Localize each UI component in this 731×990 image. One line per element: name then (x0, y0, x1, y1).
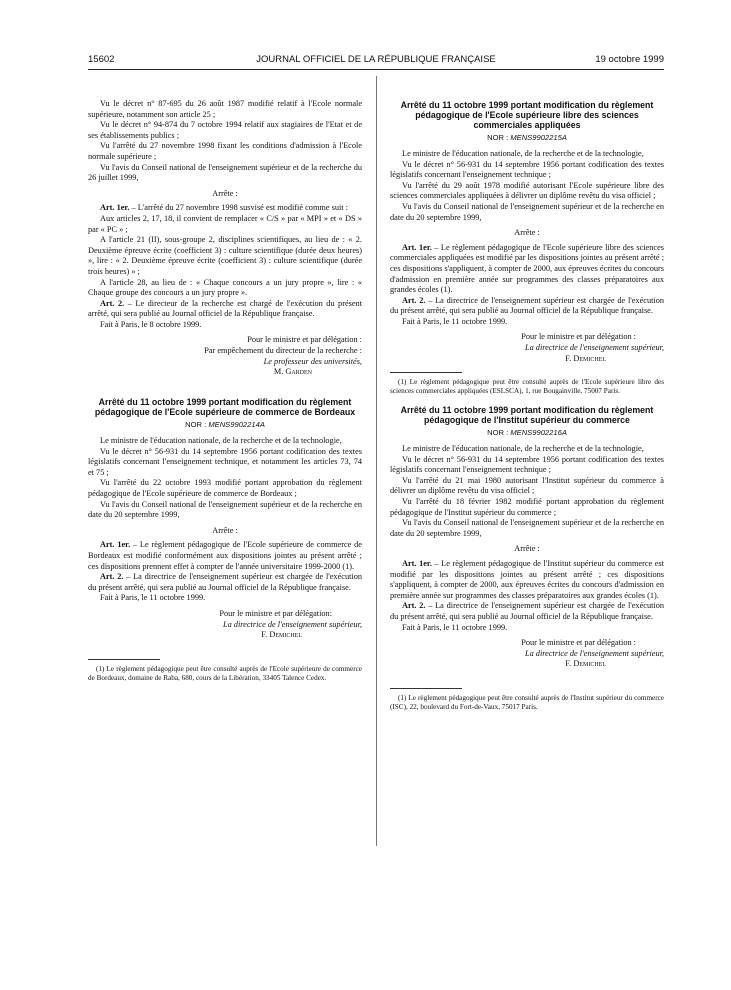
nor-reference (88, 420, 362, 431)
signatory-name: F. Demichel (261, 630, 302, 640)
right-column (390, 101, 664, 712)
signature-line: Pour le ministre et par délégation : (521, 638, 636, 648)
left-column (88, 99, 362, 682)
article-text: – L'arrêté du 27 novembre 1998 susvisé est modifié comme suit : (129, 203, 348, 213)
article-text: – Le règlement pédagogique de l'Ecole supérieure de commerce de Bordeaux est modifié conformément aux dispositions jointes au présent arrêté ; ces dispositions prennent effet à compter de l'année universitaire 1999-2000 (1). (88, 540, 362, 571)
page-number: 15602 (88, 54, 115, 65)
article-list-item: A l'article 28, au lieu de : « Chaque concours a un jury propre », lire : « Chaque groupe des concours a un jury propre ». (88, 277, 362, 298)
article-paragraph (390, 601, 664, 622)
article-label: Art. 1er. (402, 558, 432, 568)
article-label: Art. 2. (100, 572, 124, 582)
arrete-heading: Arrête : (514, 228, 540, 238)
nor-label: NOR : (487, 428, 511, 438)
visa-paragraph: Vu l'arrêté du 29 août 1978 modifié autorisant l'Ecole supérieure libre des sciences commerciales appliquées à délivrer un diplôme revêtu du visa officiel ; (390, 180, 664, 201)
arrete-heading: Arrête : (212, 188, 238, 198)
signature-title: La directrice de l'enseignement supérieur, (524, 343, 664, 353)
signature-title: La directrice de l'enseignement supérieur, (222, 619, 362, 629)
header-rule (88, 69, 664, 70)
article-label: Art. 1er. (100, 203, 130, 213)
visa-paragraph: Vu l'arrêté du 21 mai 1980 autorisant l'Institut supérieur du commerce à délivrer un diplôme revêtu du visa officiel ; (390, 475, 664, 496)
article-text: – La directrice de l'enseignement supérieur est chargée de l'exécution du présent arrêté, qui sera publié au Journal officiel de la République française. (390, 601, 664, 621)
arrete-heading: Arrête : (514, 544, 540, 554)
footnote-rule (390, 688, 462, 689)
visa-paragraph: Vu le décret n° 94-874 du 7 octobre 1994 relatif aux stagiaires de l'Etat et de ses établissements publics ; (88, 120, 362, 140)
journal-title: JOURNAL OFFICIEL DE LA RÉPUBLIQUE FRANÇAISE (256, 54, 496, 65)
done-at-line: Fait à Paris, le 11 octobre 1999. (100, 593, 206, 603)
issue-date: 19 octobre 1999 (595, 54, 664, 65)
article-text: – La directrice de l'enseignement supérieur est chargée de l'exécution du présent arrêté, qui sera publié au Journal officiel de la République française. (390, 295, 664, 316)
signatory-name: F. Demichel (565, 659, 606, 669)
nor-reference (390, 428, 664, 439)
signature-line: Pour le ministre et par délégation : (247, 335, 362, 345)
article-paragraph (88, 299, 362, 320)
footnote-rule (390, 372, 462, 373)
nor-code: MENS9902215A (510, 133, 567, 143)
done-at-line: Fait à Paris, le 11 octobre 1999. (402, 622, 508, 632)
signatory-name: M. Garden (273, 367, 312, 377)
page-header (88, 54, 664, 68)
nor-label: NOR : (487, 133, 511, 143)
article-text: – Le directeur de la recherche est chargé de l'exécution du présent arrêté, qui sera publié au Journal officiel de la République française. (88, 298, 363, 319)
visa-paragraph: Vu le décret n° 87-695 du 26 août 1987 modifié relatif à l'Ecole normale supérieure, notamment son article 25 ; (88, 99, 362, 119)
visa-paragraph: Vu le décret n° 56-931 du 14 septembre 1956 portant codification des textes législatifs concernant l'enseignement technique ; (390, 159, 664, 180)
visa-paragraph: Vu le décret n° 56-931 du 14 septembre 1956 portant codification des textes législatifs concernant l'enseignement technique, et notamment les articles 73, 74 et 75 ; (88, 446, 362, 477)
footnote: (1) Le règlement pédagogique peut être consulté auprès de l'Institut supérieur du commerce (ISC), 22, boulevard du Fort-de-Vaux, 75017 Paris. (390, 693, 664, 711)
footnote: (1) Le règlement pédagogique peut être consulté auprès de l'Ecole supérieure de commerce de Bordeaux, domaine de Raba, 680, cours de la Libération, 33405 Talence Cedex. (88, 664, 362, 682)
nor-reference (390, 133, 664, 144)
article-label: Art. 1er. (402, 242, 432, 252)
visa-paragraph: Vu l'arrêté du 18 février 1982 modifié portant approbation du règlement pédagogique de l'Institut supérieur du commerce ; (390, 497, 664, 517)
nor-label: NOR : (185, 420, 209, 430)
decree-title: Arrêté du 11 octobre 1999 portant modification du règlement pédagogique de l'Institut supérieur du commerce (400, 404, 654, 425)
article-label: Art. 1er. (100, 540, 131, 550)
done-at-line: Fait à Paris, le 11 octobre 1999. (402, 316, 508, 326)
article-label: Art. 2. (100, 298, 125, 308)
article-paragraph (390, 296, 664, 317)
article-paragraph (88, 540, 362, 572)
visa-paragraph: Vu l'avis du Conseil national de l'enseignement supérieur et de la recherche du 26 juillet 1999, (88, 162, 362, 183)
footnote-rule (88, 659, 160, 660)
article-text: – Le règlement pédagogique de l'Ecole supérieure libre des sciences commerciales appliquées est modifié par les dispositions jointes au présent arrêté ; ces dispositions s'appliquent, à compter de 2000, aux épreuves écrites du concours d'admission en première année sur programmes des classes préparatoires aux grandes écoles (1). (390, 242, 664, 295)
decree-title: Arrêté du 11 octobre 1999 portant modification du règlement pédagogique de l'Ecole supérieure de commerce de Bordeaux (94, 396, 356, 417)
visa-paragraph: Vu l'arrêté du 27 novembre 1998 fixant les conditions d'admission à l'Ecole normale supérieure ; (88, 141, 362, 161)
visa-paragraph: Vu l'arrêté du 22 octobre 1993 modifié portant approbation du règlement pédagogique de l'Ecole supérieure de commerce de Bordeaux ; (88, 478, 362, 498)
nor-code: MENS9902216A (510, 428, 567, 438)
visa-paragraph: Vu l'avis du Conseil national de l'enseignement supérieur et de la recherche en date du 20 septembre 1999, (390, 201, 664, 222)
signatory-name: F. Demichel (565, 353, 606, 363)
article-text: – Le règlement pédagogique de l'Institut supérieur du commerce est modifié par les dispositions jointes au présent arrêté ; ces dispositions s'appliquent, à compter de 2000, aux épreuves écrites du concours d'admission en première année sur programmes des classes préparatoires aux grandes écoles (1). (390, 558, 664, 600)
signature-title: La directrice de l'enseignement supérieur, (524, 648, 664, 658)
visa-paragraph: Le ministre de l'éducation nationale, de la recherche et de la technologie, (402, 444, 644, 454)
article-paragraph (88, 572, 362, 593)
visa-paragraph: Vu le décret n° 56-931 du 14 septembre 1956 portant codification des textes législatifs concernant l'enseignement technique ; (390, 454, 664, 475)
signature-line: Par empêchement du directeur de la recherche : (204, 346, 362, 356)
footnote: (1) Le règlement pédagogique peut être consulté auprès de l'Ecole supérieure libre des sciences commerciales appliquées (ESLSCA), 1, rue Bougainville, 75007 Paris. (390, 378, 664, 396)
article-list-item: A l'article 21 (II), sous-groupe 2, disciplines scientifiques, au lieu de : « 2. Deuxième épreuve écrite (coefficient 3) : culture scientifique (durée deux heures) », lire : « 2. Deuxième épreuve écrite (coefficient 3) : culture scientifique (durée trois heures) » ; (88, 235, 362, 276)
article-paragraph (390, 559, 664, 601)
visa-paragraph: Le ministre de l'éducation nationale, de la recherche et de la technologie, (402, 148, 644, 158)
article-paragraph (390, 243, 664, 296)
visa-paragraph: Vu l'avis du Conseil national de l'enseignement supérieur et de la recherche en date du 20 septembre 1999, (88, 499, 362, 520)
signature-title: Le professeur des universités, (263, 356, 362, 366)
article-label: Art. 2. (402, 295, 426, 305)
article-paragraph (88, 203, 362, 214)
decree-title: Arrêté du 11 octobre 1999 portant modification du règlement pédagogique de l'Ecole supérieure libre des sciences commerciales appliquées (400, 100, 654, 130)
column-separator (376, 76, 377, 846)
visa-paragraph: Le ministre de l'éducation nationale, de la recherche et de la technologie, (100, 436, 342, 446)
signature-line: Pour le ministre et par délégation : (521, 332, 636, 342)
visa-paragraph: Vu l'avis du Conseil national de l'enseignement supérieur et de la recherche en date du 20 septembre 1999, (390, 518, 664, 538)
article-text: – La directrice de l'enseignement supérieur est chargée de l'exécution du présent arrêté, qui sera publié au Journal officiel de la République française. (88, 572, 362, 592)
article-list-item: Aux articles 2, 17, 18, il convient de remplacer « C/S » par « MPI » et « DS » par « PC » ; (88, 213, 362, 234)
nor-code: MENS9902214A (208, 420, 265, 430)
arrete-heading: Arrête : (212, 525, 238, 535)
done-at-line: Fait à Paris, le 8 octobre 1999. (100, 319, 202, 329)
signature-line: Pour le ministre et par délégation: (219, 608, 332, 618)
article-label: Art. 2. (402, 601, 426, 611)
